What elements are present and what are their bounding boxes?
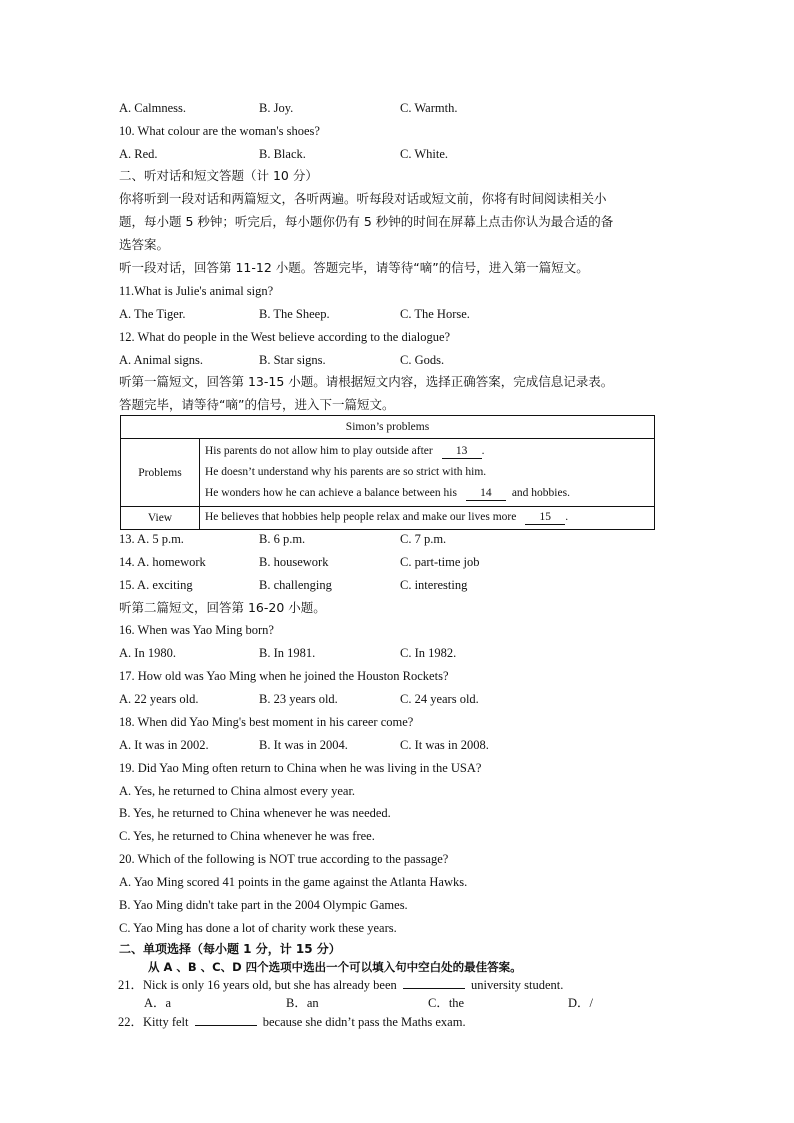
passage1-instruction-line2: 答题完毕，请等待“嘀”的信号，进入下一篇短文。	[119, 397, 395, 412]
q21-text-end: university student.	[471, 978, 564, 992]
blank-14[interactable]: 14	[466, 487, 506, 501]
q10-option-a[interactable]: A. Red.	[119, 147, 158, 161]
q21-option-a[interactable]: A．a	[144, 996, 172, 1010]
q19-question: 19. Did Yao Ming often return to China when he was living in the USA?	[119, 761, 482, 775]
q21-blank[interactable]	[403, 988, 465, 989]
q16-option-a[interactable]: A. In 1980.	[119, 646, 176, 660]
q13-option-c[interactable]: C. 7 p.m.	[400, 532, 447, 546]
q22-blank[interactable]	[195, 1025, 257, 1026]
q12-option-c[interactable]: C. Gods.	[400, 353, 445, 367]
section2-instruction: 从 A 、B 、C、D 四个选项中选出一个可以填入句中空白处的最佳答案。	[148, 960, 522, 974]
q14-option-b[interactable]: B. housework	[259, 555, 329, 569]
q21-option-c[interactable]: C．the	[428, 996, 465, 1010]
q17-question: 17. How old was Yao Ming when he joined the Houston Rockets?	[119, 669, 449, 683]
blank-13[interactable]: 13	[442, 445, 482, 459]
q18-option-c[interactable]: C. It was in 2008.	[400, 738, 489, 752]
q16-option-b[interactable]: B. In 1981.	[259, 646, 316, 660]
q10-option-b[interactable]: B. Black.	[259, 147, 306, 161]
q9-option-b[interactable]: B. Joy.	[259, 101, 294, 115]
problem-3-text: He wonders how he can achieve a balance between his	[205, 487, 457, 499]
q11-option-c[interactable]: C. The Horse.	[400, 307, 470, 321]
view-end: .	[565, 511, 569, 523]
problem-1-end: .	[481, 445, 485, 457]
q15-option-c[interactable]: C. interesting	[400, 578, 468, 592]
q9-option-a[interactable]: A. Calmness.	[119, 101, 187, 115]
passage2-instruction: 听第二篇短文，回答第 16-20 小题。	[119, 600, 326, 615]
problems-label: Problems	[121, 439, 200, 507]
part2-heading: 二、听对话和短文答题（计 10 分）	[119, 168, 318, 183]
q14-option-c[interactable]: C. part-time job	[400, 555, 480, 569]
dialogue-instruction: 听一段对话，回答第 11-12 小题。答题完毕，请等待“嘀”的信号，进入第一篇短文。	[119, 260, 589, 275]
q16-question: 16. When was Yao Ming born?	[119, 623, 274, 637]
view-cell	[200, 507, 655, 530]
part2-intro-line1: 你将听到一段对话和两篇短文，各听两遍。听每段对话或短文前，你将有时间阅读相关小	[119, 191, 607, 206]
q11-option-a[interactable]: A. The Tiger.	[119, 307, 186, 321]
problem-line-3	[205, 483, 649, 504]
q12-question: 12. What do people in the West believe according to the dialogue?	[119, 330, 451, 344]
section2-heading: 二、单项选择（每小题 1 分，计 15 分）	[119, 942, 341, 956]
problem-line-2: He doesn’t understand why his parents are so strict with him.	[205, 466, 487, 478]
problems-cell	[200, 439, 655, 507]
q22-text-end: because she didn’t pass the Maths exam.	[262, 1015, 466, 1029]
q20-option-b[interactable]: B. Yao Ming didn't take part in the 2004 Olympic Games.	[119, 898, 408, 912]
q9-option-c[interactable]: C. Warmth.	[400, 101, 458, 115]
q18-question: 18. When did Yao Ming's best moment in his career come?	[119, 715, 414, 729]
q15-option-b[interactable]: B. challenging	[259, 578, 332, 592]
q19-option-a[interactable]: A. Yes, he returned to China almost every year.	[119, 784, 356, 798]
part2-intro-line2: 题，每小题 5 秒钟；听完后，每小题你仍有 5 秒钟的时间在屏幕上点击你认为最合适的备	[119, 214, 614, 229]
q21-text-start: 21．Nick is only 16 years old, but she has already been	[118, 978, 397, 992]
q12-option-b[interactable]: B. Star signs.	[259, 353, 326, 367]
q21-option-b[interactable]: B．an	[286, 996, 319, 1010]
q13-option-b[interactable]: B. 6 p.m.	[259, 532, 306, 546]
view-label: View	[121, 507, 200, 530]
q20-option-a[interactable]: A. Yao Ming scored 41 points in the game against the Atlanta Hawks.	[119, 875, 468, 889]
q11-question: 11.What is Julie's animal sign?	[119, 284, 274, 298]
q12-option-a[interactable]: A. Animal signs.	[119, 353, 204, 367]
passage1-instruction-line1: 听第一篇短文，回答第 13-15 小题。请根据短文内容，选择正确答案，完成信息记录表。	[119, 374, 614, 389]
q22-question	[118, 1014, 466, 1030]
q22-text-start: 22．Kitty felt	[118, 1015, 189, 1029]
q18-option-a[interactable]: A. It was in 2002.	[119, 738, 209, 752]
q21-question	[118, 977, 563, 993]
table-title: Simon’s problems	[121, 416, 655, 439]
q19-option-c[interactable]: C. Yes, he returned to China whenever he was free.	[119, 829, 375, 843]
q19-option-b[interactable]: B. Yes, he returned to China whenever he was needed.	[119, 806, 391, 820]
q11-option-b[interactable]: B. The Sheep.	[259, 307, 330, 321]
q21-option-d[interactable]: D．/	[568, 996, 594, 1010]
q10-option-c[interactable]: C. White.	[400, 147, 449, 161]
problem-3-end: and hobbies.	[511, 487, 570, 499]
blank-15[interactable]: 15	[525, 511, 565, 525]
problem-line-1	[205, 441, 649, 462]
q17-option-c[interactable]: C. 24 years old.	[400, 692, 479, 706]
view-text: He believes that hobbies help people relax and make our lives more	[205, 511, 517, 523]
problem-1-text: His parents do not allow him to play outside after	[205, 445, 433, 457]
simon-problems-table	[120, 415, 655, 530]
q14-option-a[interactable]: 14. A. homework	[119, 555, 206, 569]
q16-option-c[interactable]: C. In 1982.	[400, 646, 457, 660]
q17-option-a[interactable]: A. 22 years old.	[119, 692, 199, 706]
q15-option-a[interactable]: 15. A. exciting	[119, 578, 193, 592]
q13-option-a[interactable]: 13. A. 5 p.m.	[119, 532, 184, 546]
q10-question: 10. What colour are the woman's shoes?	[119, 124, 320, 138]
q18-option-b[interactable]: B. It was in 2004.	[259, 738, 348, 752]
q20-option-c[interactable]: C. Yao Ming has done a lot of charity work these years.	[119, 921, 397, 935]
q20-question: 20. Which of the following is NOT true according to the passage?	[119, 852, 449, 866]
part2-intro-line3: 选答案。	[119, 237, 170, 252]
q17-option-b[interactable]: B. 23 years old.	[259, 692, 338, 706]
